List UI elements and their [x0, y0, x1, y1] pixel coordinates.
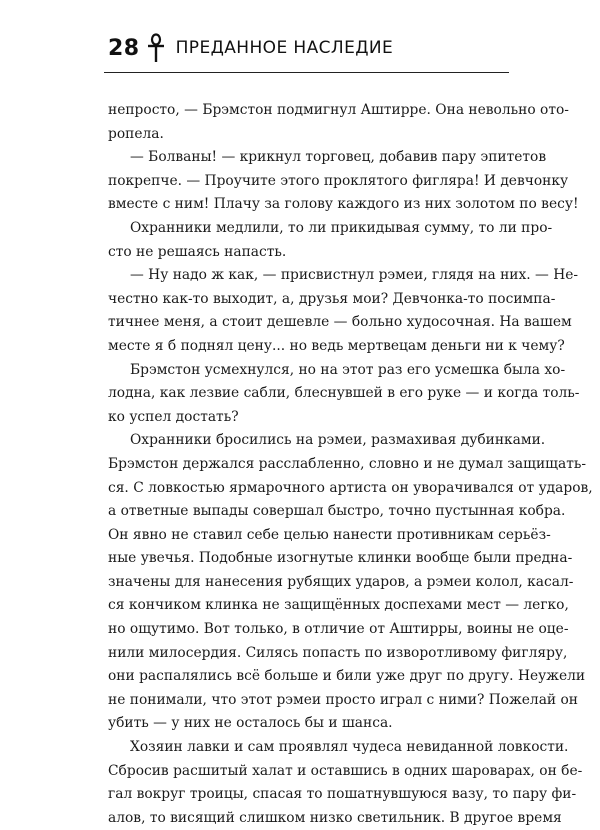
book-title: ПРЕДАННОЕ НАСЛЕДИЕ	[175, 38, 394, 58]
text-line: сто не решаясь напасть.	[108, 243, 287, 260]
text-line: нили милосердия. Силясь попасть по изворотливому фигляру,	[108, 644, 568, 661]
text-line: — Ну надо ж как, — присвистнул рэмеи, глядя на них. — Не-	[130, 267, 579, 284]
text-line: тичнее меня, а стоит дешевле — больно худосочная. На вашем	[108, 314, 572, 331]
text-line: вместе с ним! Плачу за голову каждого из них золотом по весу!	[108, 196, 579, 213]
text-line: убить — у них не осталось бы и шанса.	[108, 715, 393, 732]
ankh-icon	[146, 33, 166, 63]
text-line: Сбросив расшитый халат и оставшись в одних шароварах, он бе-	[108, 762, 583, 779]
text-line: покрепче. — Проучите этого проклятого фигляра! И девчонку	[108, 172, 569, 189]
text-line: Охранники медлили, то ли прикидывая сумму, то ли про-	[130, 219, 553, 236]
text-line: алов, то висящий слишком низко светильник. В другое время	[108, 809, 562, 826]
text-line: месте я б поднял цену... но ведь мертвецам деньги ни к чему?	[108, 337, 565, 354]
page-number: 28	[108, 35, 140, 61]
text-line: Он явно не ставил себе целью нанести противникам серьёз-	[108, 526, 551, 543]
header-rule	[104, 72, 509, 73]
body-text	[108, 99, 593, 830]
text-line: Охранники бросились на рэмеи, размахивая дубинками.	[130, 432, 546, 449]
text-line: значены для нанесения рубящих ударов, а рэмеи колол, касал-	[108, 573, 574, 590]
text-line: ко успел достать?	[108, 408, 239, 425]
text-line: ные увечья. Подобные изогнутые клинки вообще были предна-	[108, 550, 573, 567]
text-line: ся кончиком клинка не защищённых доспехами мест — легко,	[108, 597, 569, 614]
text-line: — Болваны! — крикнул торговец, добавив пару эпитетов	[130, 149, 547, 166]
text-line: но ощутимо. Вот только, в отличие от Аштирры, воины не оце-	[108, 621, 569, 638]
text-line: гал вокруг троицы, спасая то пошатнувшуюся вазу, то пару фи-	[108, 786, 577, 803]
text-line: Брэмстон держался расслабленно, словно и не думал защищать-	[108, 455, 587, 472]
text-line: а ответные выпады совершал быстро, точно пустынная кобра.	[108, 503, 566, 520]
text-line: Хозяин лавки и сам проявлял чудеса невиданной ловкости.	[130, 739, 569, 756]
text-line: ропела.	[108, 125, 164, 142]
text-line: непросто, — Брэмстон подмигнул Аштирре. Она невольно ото-	[108, 102, 569, 118]
text-line: не понимали, что этот рэмеи просто играл с ними? Пожелай он	[108, 691, 578, 708]
text-line: они распалялись всё больше и били уже друг по другу. Неужели	[108, 668, 586, 685]
text-line: Брэмстон усмехнулся, но на этот раз его усмешка была хо-	[130, 361, 566, 378]
text-line: лодна, как лезвие сабли, блеснувшей в его руке — и когда толь-	[108, 385, 580, 402]
text-line: ся. С ловкостью ярмарочного артиста он уворачивался от ударов,	[108, 479, 593, 496]
running-header	[108, 28, 393, 68]
text-line: честно как-то выходит, а, друзья мои? Девчонка-то посимпа-	[108, 290, 556, 307]
